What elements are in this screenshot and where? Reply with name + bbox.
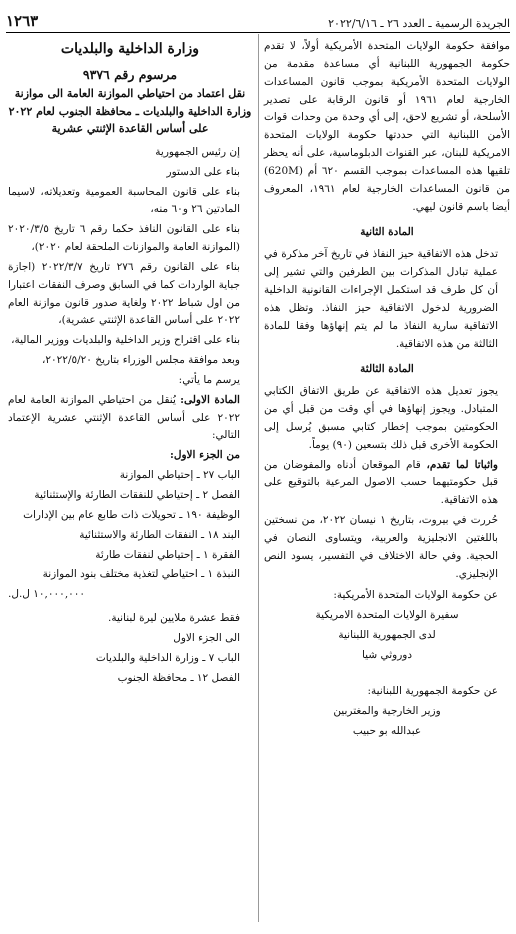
- done-paragraph: حُررت في بيروت، بتاريخ ١ نيسان ٢٠٢٢، من نسختين باللغتين الانجليزية والعربية، ويتساوى النصان في الحجية. وفي حالة الاختلاف في التفسير، يسود النص الإنجليزي.: [264, 514, 498, 580]
- transfer-amount: ١٠,٠٠٠,٠٠٠ ل.ل.: [8, 588, 86, 601]
- agreement-intro: موافقة حكومة الولايات المتحدة الأمريكية أولاً، لا تقدم حكومة الجمهورية اللبنانية أي مساعدة مقدمة من الولايات المتحدة الأمريكية بموجب قانون المساعدات الخارجية لعام ١٩٦١ أو قانون الرقابة على تصدير الأسلحة، أو تشريع لاحق، إلى أي وحدة من وحدات قوات الأمن اللبنانية التي حددتها حكومة الولايات المتحدة الامريكية للبنان، عبر القنوات الدبلوماسية، على أنه يحظر تلقيها هذه المساعدات بموجب القسم ٦٢٠ أم (620M) من قانون المساعدات الخارجية لعام ١٩٦١، المعروف أيضا باسم قانون ليهي.: [264, 40, 510, 213]
- from-item-4: البند ١٨ ـ النفقات الطارئة والاستثنائية: [79, 528, 240, 541]
- article3-text: يجوز تعديل هذه الاتفاقية عن طريق الاتفاق الكتابي المتبادل. ويجوز إنهاؤها في أي وقت من قبل أي من الحكومتين بموجب إخطار كتابي مسبق يُرسل إلى الحكومة الأخرى قبل ذلك بتسعين (٩٠) يوماً.: [264, 385, 498, 451]
- to-item-3: الفصل ١٢ ـ محافظة الجنوب: [117, 671, 240, 684]
- page-header: [6, 4, 510, 33]
- article2-text: تدخل هذه الاتفاقية حيز النفاذ في تاريخ آخر مذكرة في عملية تبادل المذكرات بين الطرفين والتي تشير إلى أن كل طرف قد استكمل الإجراءات القانونية الداخلية الضرورية لدخول الاتفاقية حيز النفاذ. وتظل هذه الاتفاقية سارية النفاذ ما لم يتم إنهاؤها وفقا للمادة الثالثة من هذه الاتفاقية.: [264, 248, 498, 350]
- from-item-5: الفقرة ١ ـ إحتياطي لنفقات طارئة: [95, 548, 240, 561]
- right-column: [264, 38, 510, 742]
- us-signature-name: دوروثي شيا: [361, 649, 413, 661]
- article1-text: يُنقل من احتياطي الموازنة العامة لعام ٢٠٢٢ على أساس القاعدة الإثنتي عشرية الإعتماد التالي:: [8, 393, 240, 442]
- preamble-6: وبعد موافقة مجلس الوزراء بتاريخ ٢٠٢٢/٥/٢٠،: [42, 354, 240, 367]
- left-column: [8, 38, 252, 689]
- decree-subject: نقل اعتماد من احتياطي الموازنة العامة الى موازنة وزارة الداخلية والبلديات ـ محافظة الجنوب لعام ٢٠٢٢ على أساس القاعدة الإثنتي عشرية: [8, 87, 252, 136]
- decrees-line: يرسم ما يأتي:: [178, 373, 240, 386]
- lb-signature-heading: عن حكومة الجمهورية اللبنانية:: [367, 684, 498, 697]
- decree-title: مرسوم رقم ٩٣٧٦: [82, 66, 178, 82]
- witness-lead: واثباتا لما تقدم،: [426, 458, 498, 471]
- preamble-4: بناء على القانون رقم ٢٧٦ تاريخ ٢٠٢٢/٣/٧ (اجازة جباية الواردات كما في السابق وصرف النفقات اعتبارا من اول شباط ٢٠٢٢ ولغاية صدور قانون موازنة العام ٢٠٢٢ على أساس القاعدة الإثنتي عشرية)،: [8, 260, 241, 327]
- part-from-heading: من الجزء الاول:: [169, 449, 240, 462]
- to-item-1: الى الجزء الاول: [173, 631, 240, 644]
- preamble-1: بناء على الدستور: [166, 165, 240, 178]
- preamble-5: بناء على اقتراح وزير الداخلية والبلديات ووزير المالية،: [11, 334, 240, 347]
- from-item-6: النبذة ١ ـ احتياطي لتغذية مختلف بنود الموازنة: [42, 568, 240, 581]
- us-signature-title2: لدى الجمهورية اللبنانية: [338, 629, 436, 642]
- journal-title: الجريدة الرسمية ـ العدد ٢٦ ـ ٢٠٢٢/٦/١٦: [328, 17, 510, 30]
- preamble-2: بناء على قانون المحاسبة العمومية وتعديلاته، لاسيما المادتين ٢٦ و٦٠ منه،: [8, 185, 240, 216]
- from-item-1: الباب ٢٧ ـ إحتياطي الموازنة: [119, 469, 240, 482]
- lb-signature-title: وزير الخارجية والمغتربين: [333, 704, 441, 717]
- from-item-3: الوظيفة ١٩٠ ـ تحويلات ذات طابع عام بين الإدارات: [23, 508, 240, 521]
- witness-paragraph: [264, 457, 510, 511]
- article1-lead: المادة الاولى:: [180, 393, 240, 406]
- us-signature-title1: سفيرة الولايات المتحدة الامريكية: [315, 609, 459, 622]
- us-signature-heading: عن حكومة الولايات المتحدة الأمريكية:: [333, 589, 498, 602]
- column-divider: [258, 34, 259, 922]
- ministry-title: وزارة الداخلية والبلديات: [60, 41, 200, 57]
- to-item-2: الباب ٧ ـ وزارة الداخلية والبلديات: [95, 651, 240, 664]
- preamble-3: بناء على القانون النافذ حكما رقم ٦ تاريخ ٢٠٢٠/٣/٥ (الموازنة العامة والموازنات الملحقة لعام ٢٠٢٠)،: [8, 223, 240, 254]
- witness-text: قام الموقعان أدناه والمفوضان من قبل حكومتيهما حسب الاصول المرعية بالتوقيع على هذه الاتفاقية.: [264, 458, 498, 507]
- amount-in-words: فقط عشرة ملايين ليرة لبنانية.: [107, 612, 240, 625]
- article1-paragraph: [8, 392, 252, 446]
- from-item-2: الفصل ٢ ـ إحتياطي للنفقات الطارئة والإستثنائية: [34, 489, 240, 502]
- page-number: ١٢٦٣: [6, 12, 39, 30]
- president-line: إن رئيس الجمهورية: [155, 145, 240, 158]
- lb-signature-name: عبدالله بو حبيب: [352, 724, 422, 737]
- article3-title: المادة الثالثة: [360, 363, 414, 376]
- article2-title: المادة الثانية: [360, 226, 414, 239]
